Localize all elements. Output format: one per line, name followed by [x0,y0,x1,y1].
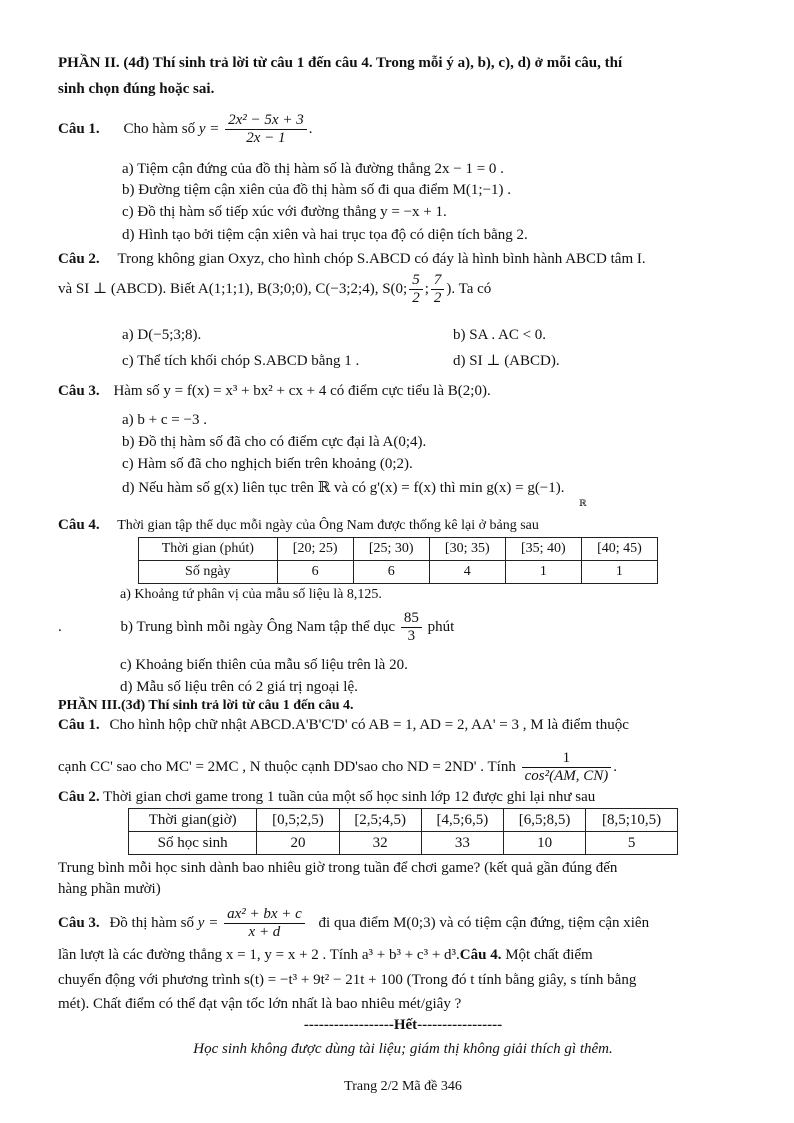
part2-q3-a: a) b + c = −3 . [122,412,207,428]
part2-q4-d: d) Mẫu số liệu trên có 2 giá trị ngoại lệ. [120,679,358,695]
fraction: $\frac{\text{2x² − 5x + 3}}{2x - 1}$ [225,112,307,148]
part3-q3: Câu 3. Đồ thị hàm số y = $\frac{\text{ax² + bx + c}}{x + d}$ đi qua điểm M(0;3) và có tiệm cận đứng, tiệm cận xiên [58,906,650,941]
part2-q2-c: c) Thể tích khối chóp S.ABCD bằng 1 . [122,353,360,369]
question-label: Câu 3. [58,915,100,932]
part3-q2: Câu 2. Thời gian chơi game trong 1 tuần của một số học sinh lớp 12 được ghi lại như sau [58,789,596,805]
end-mark: ------------------Hết----------------- [303,1017,503,1033]
part2-heading: PHẦN II. (4đ) Thí sinh trả lời từ câu 1 đến câu 4. Trong mỗi ý a), b), c), d) ở mỗi câu, thí [58,55,623,71]
part2-q3: Câu 3. Hàm số y = f(x) = x³ + bx² + cx + 4 có điểm cực tiểu là B(2;0). [58,383,491,399]
part3-q1: Câu 1. Cho hình hộp chữ nhật ABCD.A'B'C'D' có AB = 1, AD = 2, AA' = 3 , M là điểm thuộc [58,717,629,733]
part3-q2-question-cont: hàng phần mười) [58,881,161,897]
part3-q2-question: Trung bình mỗi học sinh dành bao nhiêu giờ trong tuần để chơi game? (kết quả gần đúng đến [58,860,618,876]
page-number: Trang 2/2 Mã đề 346 [344,1079,462,1094]
game-time-table [128,808,678,855]
question-label: Câu 4. [459,947,502,963]
part2-q1-d: d) Hình tạo bởi tiệm cận xiên và hai trục tọa độ có diện tích bằng 2. [122,227,528,243]
part2-q2-line2: và SI ⊥ (ABCD). Biết A(1;1;1), B(3;0;0), C(−3;2;4), S(0; $\frac{5}{2}$ ; $\frac{7}{2}$ ). Ta có [58,272,492,307]
part2-heading-cont: sinh chọn đúng hoặc sai. [58,81,215,97]
question-label: Câu 2. [58,789,100,805]
part3-q4-line2: chuyển động với phương trình s(t) = −t³ + 9t² − 21t + 100 (Trong đó t tính bằng giây, s tính bằng [58,972,637,988]
part3-q1-line2: cạnh CC' sao cho MC' = 2MC , N thuộc cạnh DD'sao cho ND = 2ND' . Tính $\frac{1}{\text{cos²(AM, CN)}}$ . [58,750,617,785]
min-subscript: ℝ [579,498,587,508]
part2-q2-b: b) SA . AC < 0. [453,327,547,343]
exam-note: Học sinh không được dùng tài liệu; giám thị không giải thích gì thêm. [193,1041,613,1057]
part2-q2-a: a) D(−5;3;8). [122,327,202,343]
part2-q3-b: b) Đồ thị hàm số đã cho có điểm cực đại là A(0;4). [122,434,427,450]
part2-q3-c: c) Hàm số đã cho nghịch biến trên khoảng (0;2). [122,456,413,472]
table-row: Thời gian(giờ) [0,5;2,5) [2,5;4,5) [4,5;6,5) [6,5;8,5) [8,5;10,5) [129,809,678,832]
part3-q4-line3: mét). Chất điểm có thể đạt vận tốc lớn nhất là bao nhiêu mét/giây ? [58,996,462,1012]
question-label: Câu 4. [58,517,100,533]
part2-q2: Câu 2. Trong không gian Oxyz, cho hình chóp S.ABCD có đáy là hình bình hành ABCD tâm I. [58,251,646,267]
exercise-time-table [138,537,658,584]
part2-q4-b: . b) Trung bình mỗi ngày Ông Nam tập thể dục $\frac{85}{3}$ phút [58,610,455,645]
part2-q3-d: d) Nếu hàm số g(x) liên tục trên ℝ và có g'(x) = f(x) thì min g(x) = g(−1). [122,480,565,496]
question-label: Câu 1. [58,121,100,138]
table-row: Số ngày 6 6 4 1 1 [139,561,658,584]
part2-q4-a: a) Khoảng tứ phân vị của mẫu số liệu là 8,125. [120,587,382,602]
part2-q1-b: b) Đường tiệm cận xiên của đồ thị hàm số đi qua điểm M(1;−1) . [122,182,512,198]
table-row: Số học sinh 20 32 33 10 5 [129,832,678,855]
part2-q4-c: c) Khoảng biến thiên của mẫu số liệu trên là 20. [120,657,408,673]
part2-q1-c: c) Đồ thị hàm số tiếp xúc với đường thẳng y = −x + 1. [122,204,447,220]
table-row: Thời gian (phút) [20; 25) [25; 30) [30; 35) [35; 40) [40; 45) [139,538,658,561]
part2-q2-d: d) SI ⊥ (ABCD). [453,353,560,369]
part3-q3-line2: lần lượt là các đường thẳng x = 1, y = x + 2 . Tính a³ + b³ + c³ + d³.Câu 4. Một chất điểm [58,947,593,963]
part3-heading: PHẦN III.(3đ) Thí sinh trả lời từ câu 1 đến câu 4. [58,698,354,713]
question-label: Câu 3. [58,383,100,399]
question-label: Câu 2. [58,251,100,267]
part2-q1: Câu 1. Cho hàm số y = $\frac{\text{2x² − 5x + 3}}{2x - 1}$ . [58,112,313,147]
part2-q4: Câu 4. Thời gian tập thể dục mỗi ngày của Ông Nam được thống kê lại ở bảng sau [58,517,539,533]
part2-q1-a: a) Tiệm cận đứng của đồ thị hàm số là đường thẳng 2x − 1 = 0 . [122,161,504,177]
question-label: Câu 1. [58,717,100,733]
